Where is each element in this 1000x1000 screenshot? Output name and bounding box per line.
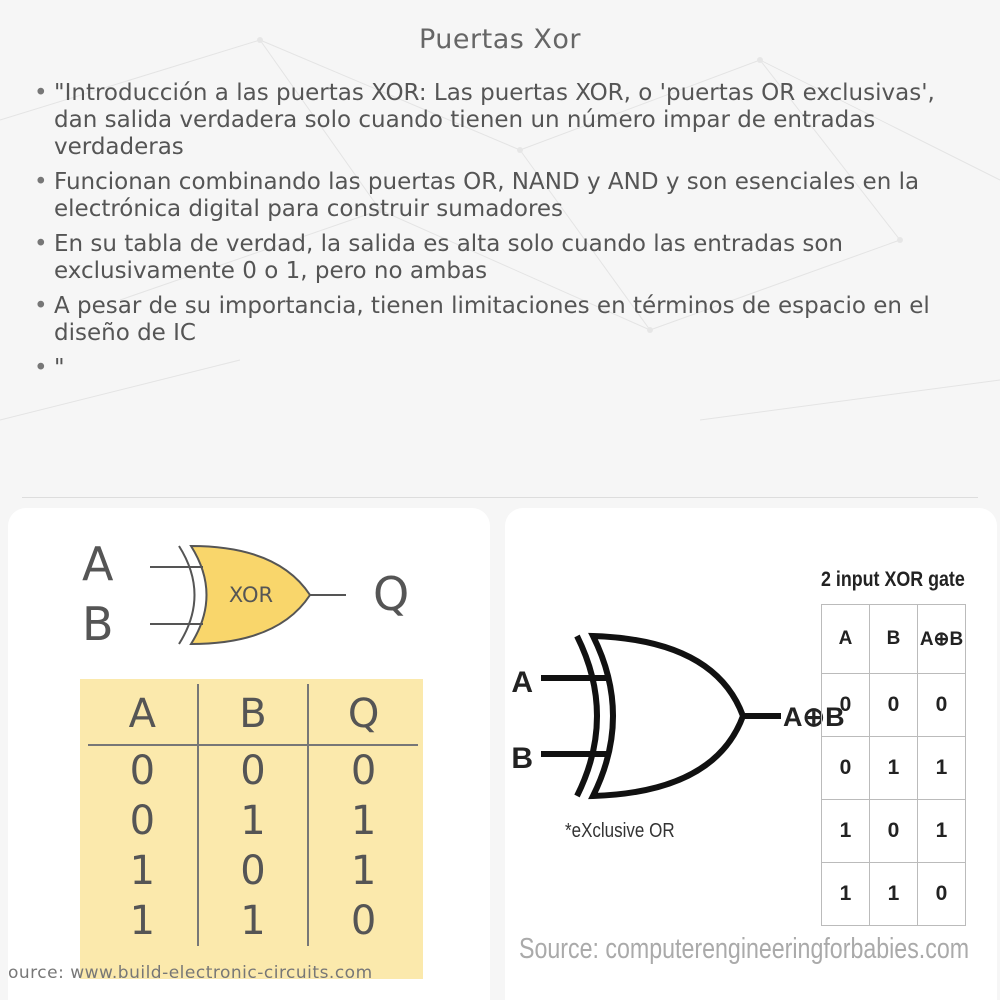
right-xor-figure bbox=[505, 508, 997, 1000]
table-cell: 1 bbox=[870, 737, 918, 800]
table-cell: 0 bbox=[308, 745, 418, 796]
table-row bbox=[88, 745, 418, 796]
table-cell: 0 bbox=[918, 674, 966, 737]
table-header: B bbox=[870, 605, 918, 674]
table-cell: 0 bbox=[918, 863, 966, 926]
table-row bbox=[88, 846, 418, 896]
table-row bbox=[822, 674, 966, 737]
table-cell: 1 bbox=[198, 796, 309, 846]
table-cell: 1 bbox=[308, 796, 418, 846]
table-header: A⊕B bbox=[918, 605, 966, 674]
table-header: A bbox=[822, 605, 870, 674]
table-cell: 1 bbox=[129, 848, 156, 894]
xor-gate-symbol-bw bbox=[505, 508, 845, 848]
table-cell: 0 bbox=[129, 748, 156, 794]
bullet-item: • "Introducción a las puertas XOR: Las puertas XOR, o 'puertas OR exclusivas', dan salida verdadera solo cuando tienen un número impar de entradas verdaderas bbox=[30, 80, 960, 161]
table-cell: 1 bbox=[822, 800, 870, 863]
table-row bbox=[822, 800, 966, 863]
table-cell: 1 bbox=[308, 846, 418, 896]
gate-label: XOR bbox=[228, 583, 274, 607]
bullet-item: • Funcionan combinando las puertas OR, NAND y AND y son esenciales en la electrónica digital para construir sumadores bbox=[30, 169, 960, 223]
input-b-label: B bbox=[511, 742, 533, 775]
source-caption-right: Source: computerengineeringforbabies.com bbox=[519, 933, 970, 965]
gate-input-a-label: A bbox=[82, 537, 114, 591]
table-row bbox=[822, 737, 966, 800]
table-header: B bbox=[198, 684, 309, 745]
xor-gate-symbol bbox=[8, 508, 490, 688]
xor-truth-table bbox=[821, 604, 966, 926]
section-divider bbox=[22, 497, 978, 498]
table-row bbox=[88, 896, 418, 946]
gate-output-label: Q bbox=[373, 567, 410, 621]
table-cell: 1 bbox=[918, 800, 966, 863]
truth-table bbox=[88, 684, 418, 946]
table-cell: 0 bbox=[308, 896, 418, 946]
page-title: Puertas Xor bbox=[418, 24, 582, 55]
table-cell: 0 bbox=[870, 674, 918, 737]
gate-caption: *eXclusive OR bbox=[565, 820, 675, 842]
table-row bbox=[88, 796, 418, 846]
bullet-list bbox=[30, 80, 960, 390]
table-cell: 1 bbox=[870, 863, 918, 926]
table-cell: 0 bbox=[822, 674, 870, 737]
input-a-label: A bbox=[511, 666, 533, 699]
table-header: A bbox=[128, 691, 156, 737]
left-xor-figure bbox=[8, 508, 490, 1000]
table-cell: 0 bbox=[198, 745, 309, 796]
bullet-item: • " bbox=[30, 355, 960, 382]
table-title: 2 input XOR gate bbox=[821, 568, 965, 591]
table-cell: 1 bbox=[822, 863, 870, 926]
table-cell: 1 bbox=[129, 898, 156, 944]
bullet-item: • En su tabla de verdad, la salida es alta solo cuando las entradas son exclusivamente 0 o 1, pero no ambas bbox=[30, 231, 960, 285]
gate-input-b-label: B bbox=[82, 597, 114, 651]
table-cell: 1 bbox=[918, 737, 966, 800]
output-label: A⊕B bbox=[783, 702, 845, 732]
table-row bbox=[822, 863, 966, 926]
table-cell: 1 bbox=[198, 896, 309, 946]
bullet-item: • A pesar de su importancia, tienen limitaciones en términos de espacio en el diseño de IC bbox=[30, 293, 960, 347]
table-cell: 0 bbox=[870, 800, 918, 863]
table-cell: 0 bbox=[129, 798, 156, 844]
table-header: Q bbox=[308, 684, 418, 745]
table-cell: 0 bbox=[198, 846, 309, 896]
table-cell: 0 bbox=[822, 737, 870, 800]
source-caption-left: ource: www.build-electronic-circuits.com bbox=[8, 963, 373, 983]
